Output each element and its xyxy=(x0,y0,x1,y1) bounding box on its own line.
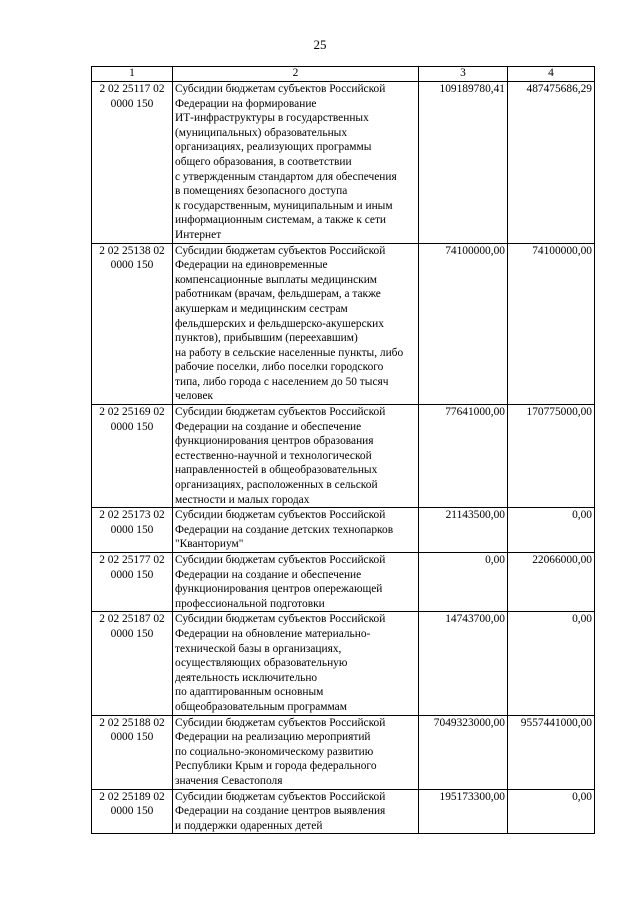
income-name-line: Субсидии бюджетам субъектов Российской xyxy=(175,790,386,803)
income-name-line: акушеркам и медицинским сестрам xyxy=(175,302,348,315)
income-name-line: Федерации на единовременные xyxy=(175,259,328,272)
table-row xyxy=(92,243,595,405)
income-name-line: по адаптированным основным xyxy=(175,686,324,699)
amount-column-4: 487475686,29 xyxy=(508,82,595,244)
income-name-line: функционирования центров образования xyxy=(175,435,374,448)
income-name xyxy=(173,715,419,789)
amount-column-4: 0,00 xyxy=(508,508,595,553)
income-name-line: типа, либо города с населением до 50 тысяч xyxy=(175,375,389,388)
income-name xyxy=(173,243,419,405)
income-name-line: естественно-научной и технологической xyxy=(175,449,372,462)
income-name-line: человек xyxy=(175,390,214,403)
amount-column-4: 9557441000,00 xyxy=(508,715,595,789)
budget-classification-code: 2 02 25177 02 0000 150 xyxy=(92,553,173,612)
income-name-line: с утвержденным стандартом для обеспечения xyxy=(175,170,397,183)
income-name-line: к государственным, муниципальным и иным xyxy=(175,199,393,212)
column-header-2: 2 xyxy=(173,67,419,82)
income-name-line: (муниципальных) образовательных xyxy=(175,126,348,139)
income-name-line: Федерации на создание центров выявления xyxy=(175,805,386,818)
income-name-line: фельдшерских и фельдшерско-акушерских xyxy=(175,317,384,330)
income-name xyxy=(173,405,419,508)
income-name-line: местности и малых городах xyxy=(175,493,310,506)
table-row xyxy=(92,405,595,508)
budget-table xyxy=(91,66,595,834)
amount-column-3: 7049323000,00 xyxy=(419,715,508,789)
income-name-line: осуществляющих образовательную xyxy=(175,657,348,670)
income-name-line: на работу в сельские населенные пункты, либо xyxy=(175,346,404,359)
income-name-line: деятельность исключительно xyxy=(175,671,318,684)
income-name-line: Субсидии бюджетам субъектов Российской xyxy=(175,83,386,95)
table-row xyxy=(92,508,595,553)
income-name-line: Субсидии бюджетам субъектов Российской xyxy=(175,716,386,729)
income-name-line: Республики Крым и города федерального xyxy=(175,760,377,773)
budget-classification-code: 2 02 25187 02 0000 150 xyxy=(92,612,173,715)
column-header-1: 1 xyxy=(92,67,173,82)
amount-column-3: 74100000,00 xyxy=(419,243,508,405)
income-name-line: ИТ-инфраструктуры в государственных xyxy=(175,112,369,125)
income-name-line: Федерации на обновление материально- xyxy=(175,627,371,640)
budget-classification-code: 2 02 25117 02 0000 150 xyxy=(92,82,173,244)
income-name-line: Федерации на создание и обеспечение xyxy=(175,420,362,433)
budget-classification-code: 2 02 25188 02 0000 150 xyxy=(92,715,173,789)
budget-classification-code: 2 02 25173 02 0000 150 xyxy=(92,508,173,553)
income-name-line: пунктов), прибывшим (переехавшим) xyxy=(175,332,358,345)
amount-column-3: 109189780,41 xyxy=(419,82,508,244)
income-name-line: общеобразовательным программам xyxy=(175,700,347,713)
income-name xyxy=(173,553,419,612)
amount-column-4: 0,00 xyxy=(508,612,595,715)
income-name-line: "Кванториум" xyxy=(175,538,244,551)
income-name-line: и поддержки одаренных детей xyxy=(175,819,323,832)
income-name xyxy=(173,508,419,553)
amount-column-3: 0,00 xyxy=(419,553,508,612)
income-name-line: Федерации на создание детских технопарков xyxy=(175,523,394,536)
income-name-line: Интернет xyxy=(175,228,222,241)
table-header-row xyxy=(92,67,595,82)
budget-classification-code: 2 02 25138 02 0000 150 xyxy=(92,243,173,405)
table-body xyxy=(92,82,595,834)
income-name xyxy=(173,612,419,715)
income-name-line: профессиональной подготовки xyxy=(175,597,325,610)
amount-column-4: 22066000,00 xyxy=(508,553,595,612)
table-row xyxy=(92,715,595,789)
amount-column-4: 170775000,00 xyxy=(508,405,595,508)
table-row xyxy=(92,612,595,715)
amount-column-4: 0,00 xyxy=(508,789,595,834)
income-name xyxy=(173,82,419,244)
column-header-3: 3 xyxy=(419,67,508,82)
amount-column-3: 195173300,00 xyxy=(419,789,508,834)
column-header-4: 4 xyxy=(508,67,595,82)
budget-classification-code: 2 02 25189 02 0000 150 xyxy=(92,789,173,834)
income-name-line: направленностей в общеобразовательных xyxy=(175,464,378,477)
income-name-line: работникам (врачам, фельдшерам, а также xyxy=(175,288,381,301)
income-name-line: Субсидии бюджетам субъектов Российской xyxy=(175,406,386,419)
income-name-line: компенсационные выплаты медицинским xyxy=(175,273,378,286)
income-name-line: значения Севастополя xyxy=(175,774,283,787)
income-name-line: технической базы в организациях, xyxy=(175,642,342,655)
table-row xyxy=(92,82,595,244)
income-name-line: рабочие поселки, либо поселки городского xyxy=(175,361,384,374)
amount-column-3: 77641000,00 xyxy=(419,405,508,508)
income-name-line: информационным системам, а также к сети xyxy=(175,214,387,227)
income-name-line: Субсидии бюджетам субъектов Российской xyxy=(175,509,386,522)
income-name-line: Федерации на формирование xyxy=(175,97,317,110)
income-name-line: Федерации на создание и обеспечение xyxy=(175,568,362,581)
income-name-line: Субсидии бюджетам субъектов Российской xyxy=(175,244,386,257)
budget-classification-code: 2 02 25169 02 0000 150 xyxy=(92,405,173,508)
income-name-line: Субсидии бюджетам субъектов Российской xyxy=(175,554,386,566)
page-number: 25 xyxy=(313,37,327,52)
income-name-line: организациях, реализующих программы xyxy=(175,141,372,154)
table-row xyxy=(92,789,595,834)
income-name-line: Федерации на реализацию мероприятий xyxy=(175,731,371,744)
amount-column-3: 21143500,00 xyxy=(419,508,508,553)
table-row xyxy=(92,553,595,612)
income-name-line: по социально-экономическому развитию xyxy=(175,745,374,758)
amount-column-4: 74100000,00 xyxy=(508,243,595,405)
income-name-line: Субсидии бюджетам субъектов Российской xyxy=(175,613,386,626)
amount-column-3: 14743700,00 xyxy=(419,612,508,715)
income-name-line: в помещениях безопасного доступа xyxy=(175,185,348,198)
income-name-line: функционирования центров опережающей xyxy=(175,583,383,596)
income-name-line: общего образования, в соответствии xyxy=(175,155,352,168)
income-name-line: организациях, расположенных в сельской xyxy=(175,479,378,492)
income-name xyxy=(173,789,419,834)
